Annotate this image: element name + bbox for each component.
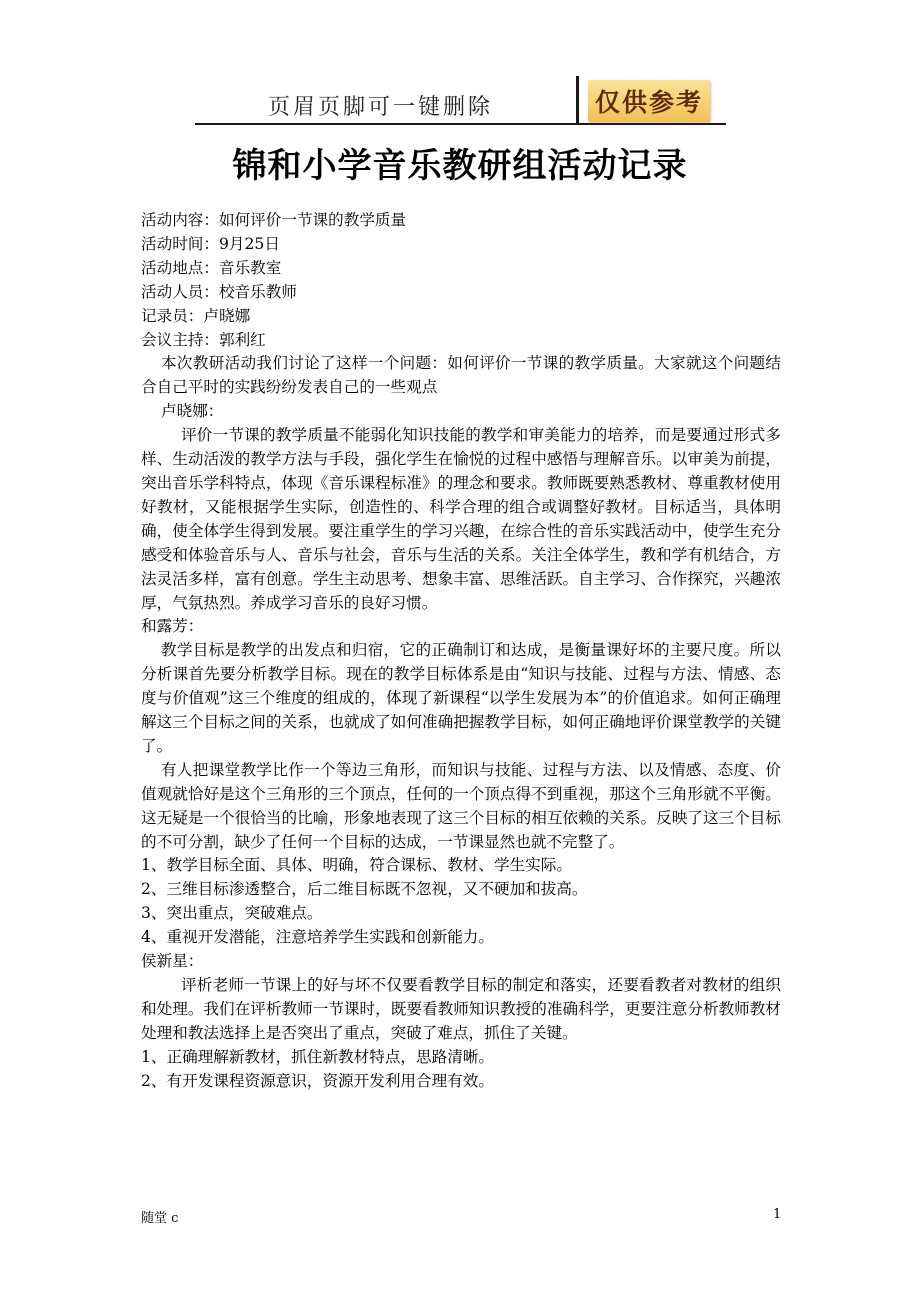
speaker-3-name: 侯新星： [141,952,204,971]
list-item: 1、正确理解新教材，抓住新教材特点，思路清晰。 [141,1047,494,1066]
header-left-text: 页眉页脚可一键删除 [268,95,494,120]
meta-recorder: 记录员：卢晓娜 [141,306,251,325]
speaker-2-name: 和露芳： [141,617,204,636]
list-item: 1、教学目标全面、具体、明确，符合课标、教材、学生实际。 [141,856,572,875]
meta-time: 活动时间：9月25日 [141,234,280,253]
speaker-1-paragraph: 评价一节课的教学质量不能弱化知识技能的教学和审美能力的培养，而是要通过形式多样、生动活泼的教学方法与手段，强化学生在愉悦的过程中感悟与理解音乐。以审美为前提，突出音乐学科特点，体现《音乐课程标准》的理念和要求。教师既要熟悉教材、尊重教材使用好教材，又能根据学生实际，创造性的、科学合理的组合或调整好教材。目标适当，具体明确，使全体学生得到发展。要注重学生的学习兴趣，在综合性的音乐实践活动中，使学生充分感受和体验音乐与人、音乐与社会，音乐与生活的关系。关注全体学生，教和学有机结合，方法灵活多样，富有创意。学生主动思考、想象丰富、思维活跃。自主学习、合作探究，兴趣浓厚，气氛热烈。养成学习音乐的良好习惯。 [141,426,781,612]
meta-content: 活动内容：如何评价一节课的教学质量 [141,211,407,229]
footer-left-text: 随堂 c [141,1211,179,1226]
list-item: 2、三维目标渗透整合，后二维目标既不忽视，又不硬加和拔高。 [141,880,588,899]
header-stamp: 仅供参考 [588,80,710,122]
meta-host: 会议主持：郭利红 [141,330,266,349]
header-rule [195,123,726,125]
list-item: 3、突出重点，突破难点。 [141,904,323,923]
speaker-2-paragraph-2: 有人把课堂教学比作一个等边三角形，而知识与技能、过程与方法、以及情感、态度、价值观就恰好是这个三角形的三个顶点，任何的一个顶点得不到重视，那这个三角形就不平衡。这无疑是一个很恰当的比喻，形象地表现了这三个目标的相互依赖的关系。反映了这三个目标的不可分割，缺少了任何一个目标的达成，一节课显然也就不完整了。 [141,760,781,851]
speaker-3-paragraph: 评析老师一节课上的好与坏不仅要看教学目标的制定和落实，还要看教者对教材的组织和处理。我们在评析教师一节课时，既要看教师知识教授的准确科学，更要注意分析教师教材处理和教法选择上是否突出了重点，突破了难点，抓住了关键。 [141,976,781,1042]
list-item: 4、重视开发潜能，注意培养学生实践和创新能力。 [141,928,494,947]
intro-paragraph: 本次教研活动我们讨论了这样一个问题：如何评价一节课的教学质量。大家就这个问题结合自己平时的实践纷纷发表自己的一些观点 [141,354,781,397]
document-title: 锦和小学音乐教研组活动记录 [232,146,688,186]
speaker-2-paragraph-1: 教学目标是教学的出发点和归宿，它的正确制订和达成，是衡量课好坏的主要尺度。所以分析课首先要分析教学目标。现在的教学目标体系是由“知识与技能、过程与方法、情感、态度与价值观”这三个维度的组成的，体现了新课程“以学生发展为本”的价值追求。如何正确理解这三个目标之间的关系，也就成了如何准确把握教学目标，如何正确地评价课堂教学的关键了。 [141,641,781,755]
speaker-1-name: 卢晓娜： [161,402,224,421]
page-number: 1 [773,1207,782,1222]
header-divider [576,76,579,124]
document-body [141,209,781,1094]
list-item: 2、有开发课程资源意识，资源开发利用合理有效。 [141,1071,494,1090]
meta-people: 活动人员：校音乐教师 [141,282,297,301]
meta-place: 活动地点：音乐教室 [141,258,282,277]
